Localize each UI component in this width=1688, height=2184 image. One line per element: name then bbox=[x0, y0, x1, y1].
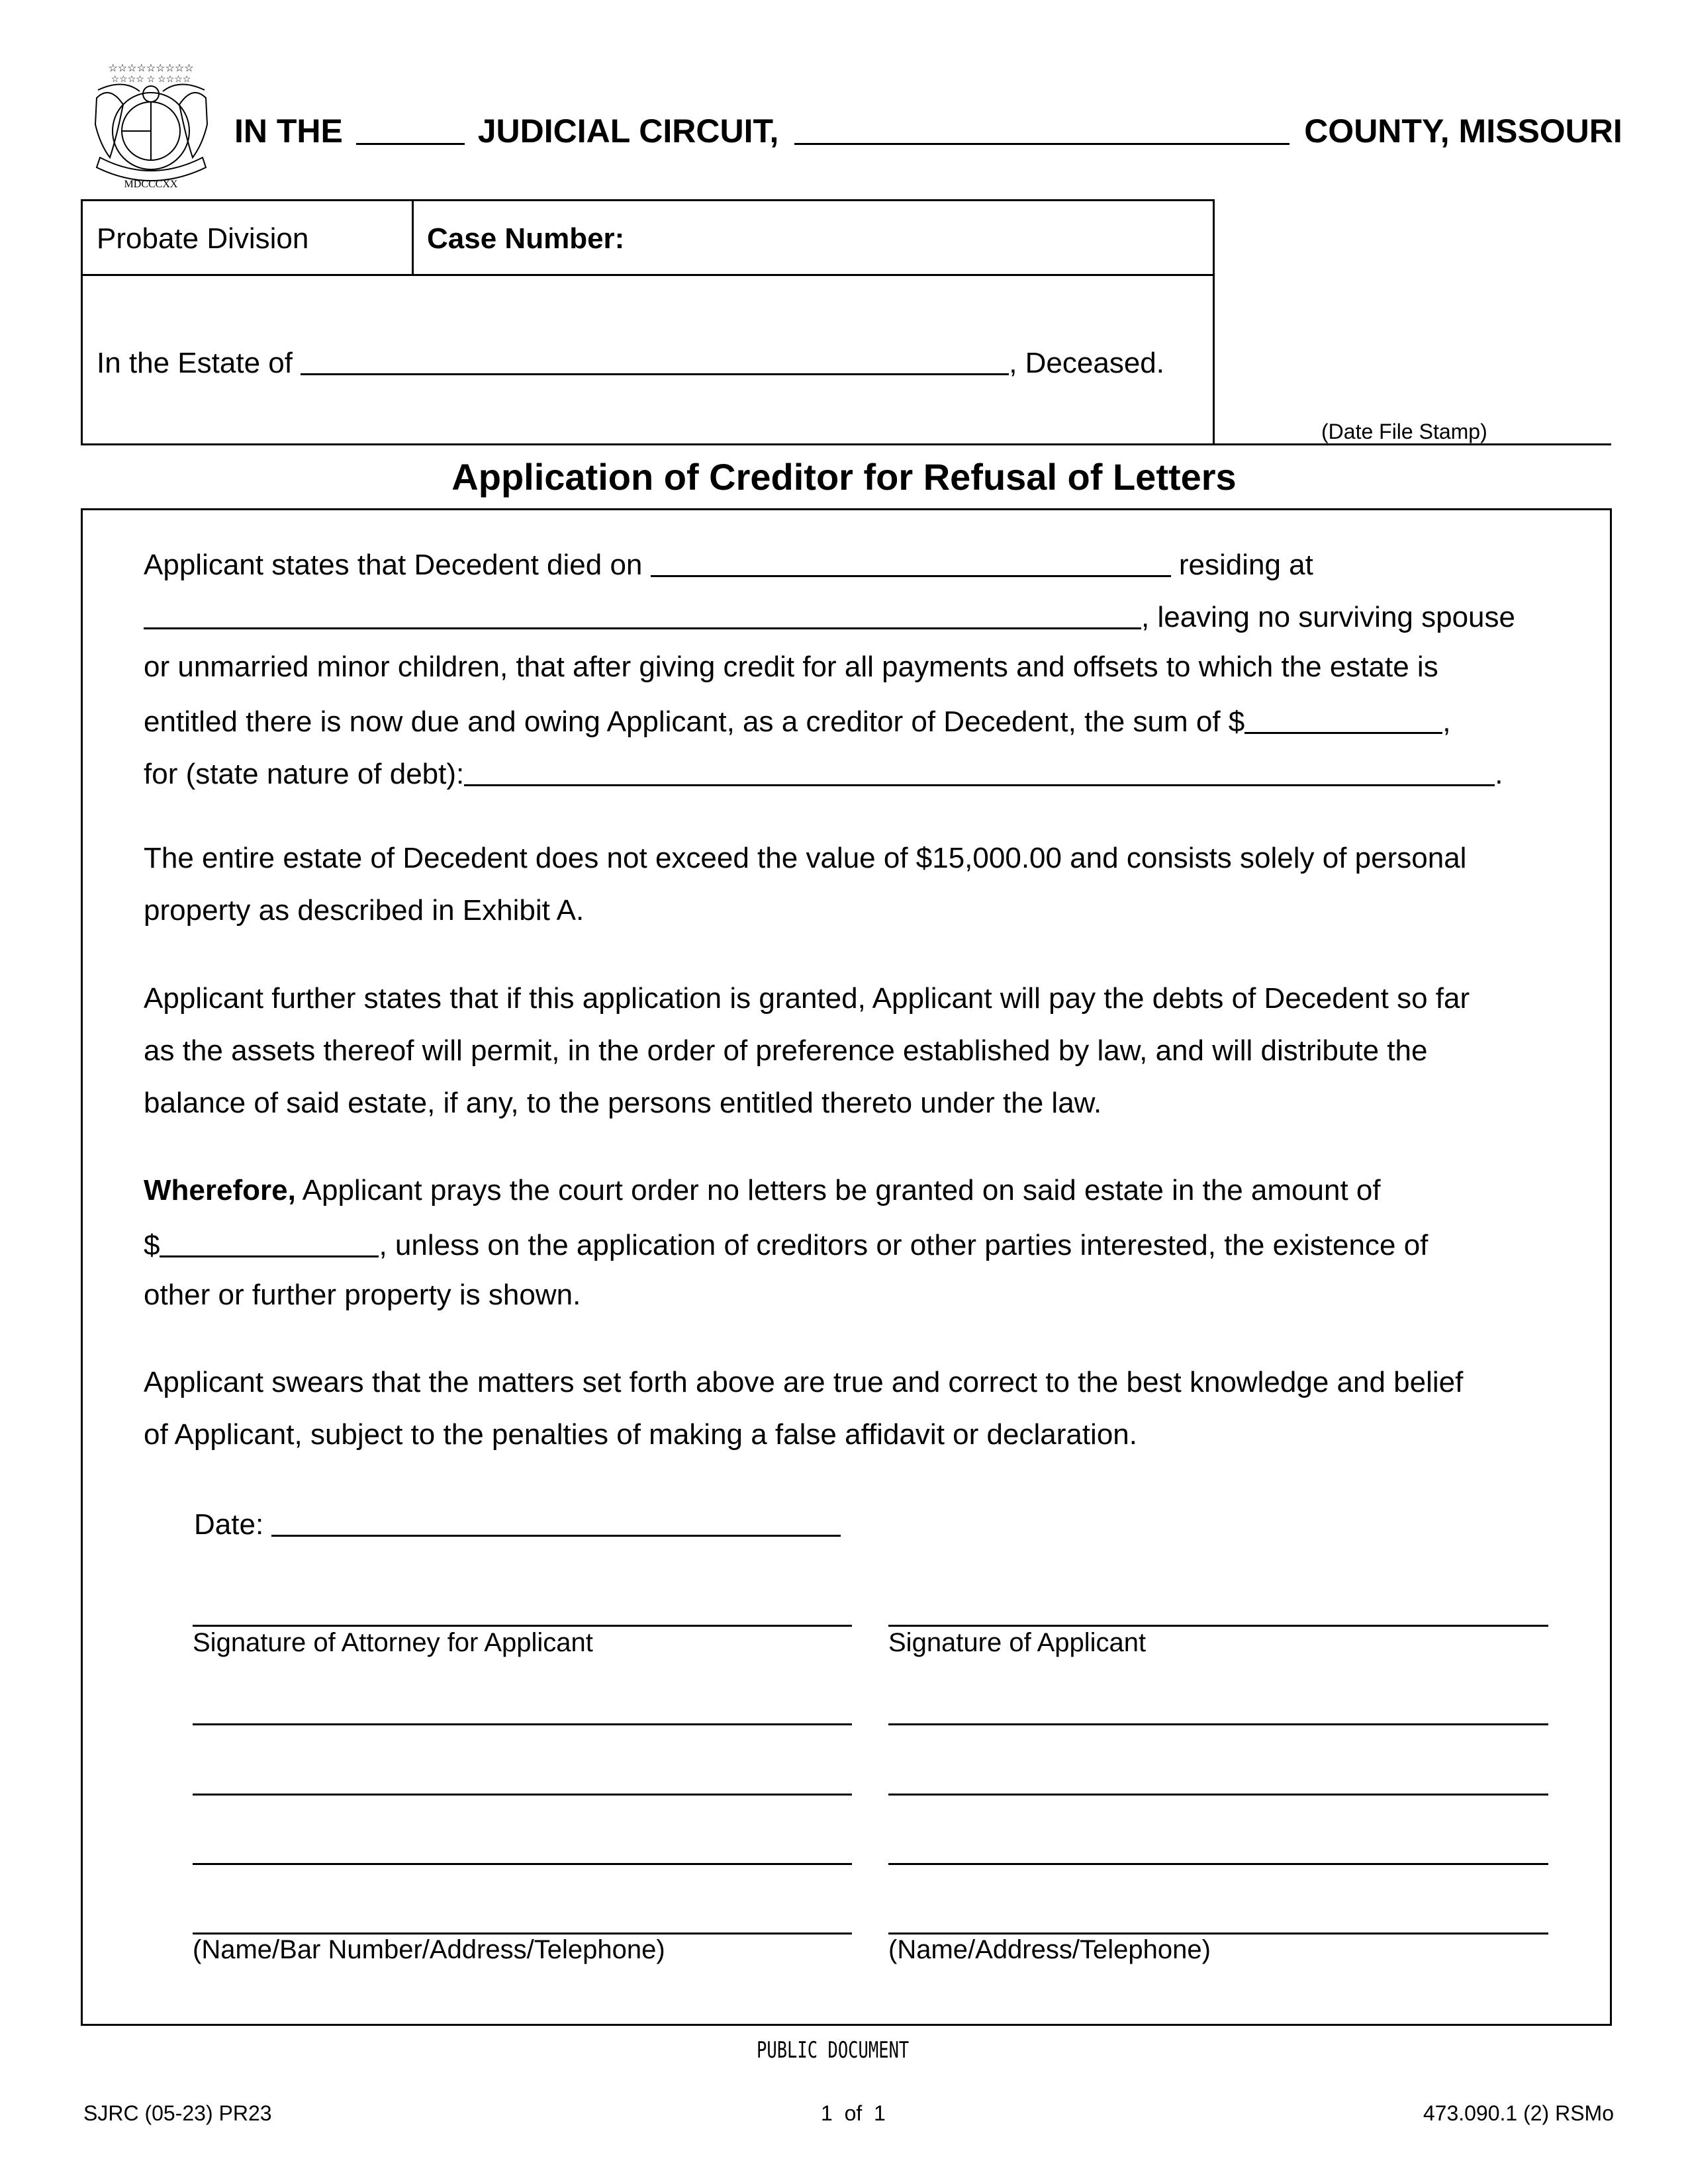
date-file-stamp-label: (Date File Stamp) bbox=[1321, 420, 1487, 443]
text: , leaving no surviving spouse bbox=[1141, 601, 1515, 633]
applicant-signature-line[interactable] bbox=[888, 1625, 1548, 1627]
county-name-field[interactable] bbox=[794, 110, 1289, 145]
attorney-info-line-1[interactable] bbox=[193, 1723, 852, 1725]
header-judicial-circuit: JUDICIAL CIRCUIT, bbox=[477, 113, 779, 150]
svg-text:☆☆☆☆☆☆☆☆☆: ☆☆☆☆☆☆☆☆☆ bbox=[108, 63, 194, 74]
date-of-death-field[interactable] bbox=[651, 546, 1171, 577]
p5-line1: Applicant swears that the matters set forth above are true and correct to the best knowledge and belief bbox=[144, 1366, 1464, 1398]
public-document-label: PUBLIC DOCUMENT bbox=[757, 2037, 910, 2064]
applicant-info-line-1[interactable] bbox=[888, 1723, 1548, 1725]
probate-division-label: Probate Division bbox=[97, 222, 309, 255]
estate-line bbox=[97, 344, 1164, 380]
circuit-number-field[interactable] bbox=[356, 110, 465, 145]
case-number-field[interactable] bbox=[635, 212, 1205, 265]
case-number-label: Case Number: bbox=[427, 222, 625, 255]
header-county: COUNTY, MISSOURI bbox=[1304, 113, 1622, 150]
attorney-info-label: (Name/Bar Number/Address/Telephone) bbox=[193, 1935, 665, 1964]
p2-line2: property as described in Exhibit A. bbox=[144, 894, 585, 927]
p3-line1: Applicant further states that if this application is granted, Applicant will pay the debts of Decedent so far bbox=[144, 982, 1470, 1015]
document-title: Application of Creditor for Refusal of Letters bbox=[451, 456, 1237, 498]
p4-line3: other or further property is shown. bbox=[144, 1279, 581, 1311]
page-number: 1 of 1 bbox=[821, 2101, 886, 2125]
statute-reference: 473.090.1 (2) RSMo bbox=[1423, 2101, 1614, 2125]
text: entitled there is now due and owing Applicant, as a creditor of Decedent, the sum of $ bbox=[144, 705, 1245, 738]
text: residing at bbox=[1178, 549, 1313, 581]
form-id: SJRC (05-23) PR23 bbox=[83, 2101, 272, 2125]
attorney-info-line-2[interactable] bbox=[193, 1794, 852, 1796]
date-label: Date: bbox=[194, 1508, 264, 1541]
attorney-info-line-3[interactable] bbox=[193, 1863, 852, 1865]
estate-suffix: , Deceased. bbox=[1009, 347, 1165, 379]
amount-due-field[interactable] bbox=[1244, 703, 1442, 734]
decedent-name-field[interactable] bbox=[301, 344, 1009, 375]
attorney-signature-line[interactable] bbox=[193, 1625, 852, 1627]
p1-line1 bbox=[144, 546, 1313, 582]
p3-line3: balance of said estate, if any, to the persons entitled thereto under the law. bbox=[144, 1087, 1102, 1119]
text: Applicant states that Decedent died on bbox=[144, 549, 643, 581]
text: $ bbox=[144, 1229, 160, 1261]
applicant-info-label: (Name/Address/Telephone) bbox=[888, 1935, 1211, 1964]
p1-line4 bbox=[144, 703, 1450, 739]
header-in-the: IN THE bbox=[234, 113, 343, 150]
applicant-info-line-2[interactable] bbox=[888, 1794, 1548, 1796]
p2-line1: The entire estate of Decedent does not exceed the value of $15,000.00 and consists solely of personal bbox=[144, 842, 1467, 874]
p1-line5 bbox=[144, 755, 1503, 791]
applicant-info-line-4[interactable] bbox=[888, 1933, 1548, 1934]
text: . bbox=[1495, 758, 1503, 790]
svg-text:☆☆☆☆ ☆ ☆☆☆☆: ☆☆☆☆ ☆ ☆☆☆☆ bbox=[111, 73, 191, 84]
nature-of-debt-field[interactable] bbox=[464, 755, 1495, 786]
date-line bbox=[194, 1506, 841, 1541]
p4-line2 bbox=[144, 1226, 1428, 1262]
residence-field[interactable] bbox=[144, 598, 1141, 629]
seal-year: MDCCCXX bbox=[124, 179, 178, 190]
p1-line3: or unmarried minor children, that after giving credit for all payments and offsets to which the estate is bbox=[144, 651, 1438, 683]
text: , unless on the application of creditors or other parties interested, the existence of bbox=[379, 1229, 1429, 1261]
p4-line1 bbox=[144, 1174, 1381, 1207]
p3-line2: as the assets thereof will permit, in the order of preference established by law, and will distribute the bbox=[144, 1034, 1428, 1067]
text: Applicant prays the court order no letters be granted on said estate in the amount of bbox=[295, 1174, 1381, 1206]
text: , bbox=[1442, 705, 1451, 738]
p5-line2: of Applicant, subject to the penalties of making a false affidavit or declaration. bbox=[144, 1418, 1137, 1451]
caption-vertical-divider bbox=[412, 199, 414, 275]
attorney-signature-label: Signature of Attorney for Applicant bbox=[193, 1628, 593, 1657]
stars-icon bbox=[108, 63, 193, 84]
attorney-info-line-4[interactable] bbox=[193, 1933, 852, 1934]
missouri-state-seal-logo bbox=[83, 52, 219, 191]
caption-divider bbox=[81, 274, 1215, 276]
applicant-signature-label: Signature of Applicant bbox=[888, 1628, 1147, 1657]
p1-line2 bbox=[144, 598, 1515, 634]
date-field[interactable] bbox=[271, 1506, 841, 1537]
estate-prefix: In the Estate of bbox=[97, 347, 293, 379]
text: for (state nature of debt): bbox=[144, 758, 465, 790]
court-header bbox=[234, 110, 1622, 150]
applicant-info-line-3[interactable] bbox=[888, 1863, 1548, 1865]
wherefore-bold: Wherefore, bbox=[144, 1174, 296, 1206]
estate-amount-field[interactable] bbox=[160, 1226, 379, 1257]
